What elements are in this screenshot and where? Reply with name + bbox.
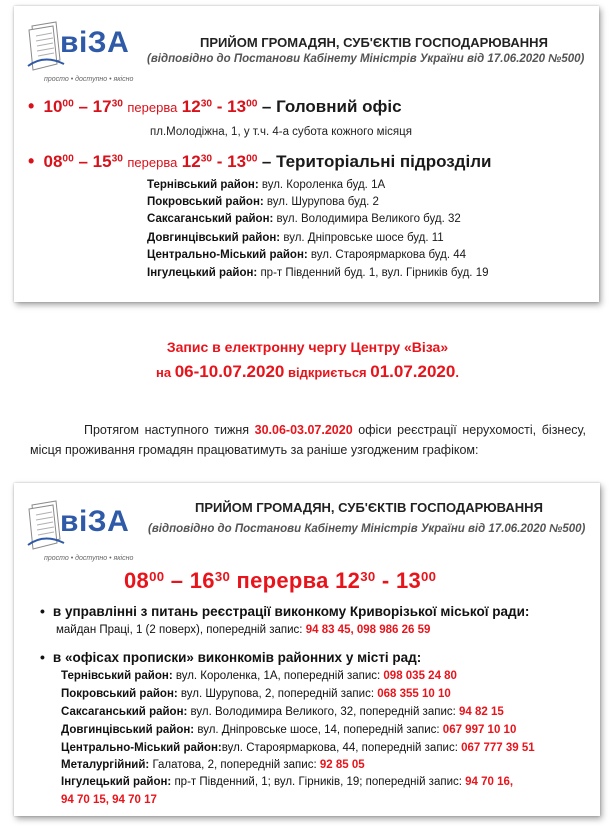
- card-title: ПРИЙОМ ГРОМАДЯН, СУБ'ЄКТІВ ГОСПОДАРЮВАННЯ: [195, 500, 543, 515]
- viza-logo: [26, 499, 136, 569]
- logo-wordmark: віЗА: [60, 505, 130, 538]
- district-row: Тернівський район: вул. Короленка буд. 1А: [147, 179, 386, 191]
- queue-notice-dates: на 06-10.07.2020 відкриється 01.07.2020.: [156, 362, 459, 381]
- notice-paragraph: Протягом наступного тижня 30.06-03.07.2020 офіси реєстрації нерухомості, бізнесу, місця проживання громадян працюватимуть за раніше узгодженим графіком:: [30, 423, 586, 457]
- district-row: Покровський район: вул. Шурупова буд. 2: [147, 196, 379, 208]
- main-office-label: – Головний офіс: [261, 97, 402, 116]
- registration-hours: $08^{00} - 16^{30}$ перерва $12^{30} - 13^{00}$: [124, 568, 437, 593]
- office-row-continued: 94 70 15, 94 70 17: [61, 794, 157, 806]
- schedule-card-main: [14, 6, 599, 302]
- office-row: Тернівський район: вул. Короленка, 1А, попередній запис: 098 035 24 80: [61, 670, 457, 682]
- branches-hours: • $08^{00} - 15^{30}$ перерва $12^{30} - 13^{00}$ – Територіальні підрозділи: [28, 151, 492, 171]
- logo-wordmark: віЗА: [60, 26, 130, 59]
- office-row: Металургійний: Галатова, 2, попередній запис: 92 85 05: [61, 759, 365, 771]
- branches-label: – Територіальні підрозділи: [261, 152, 492, 171]
- district-row: Центрально-Міський район: вул. Староярмаркова буд. 44: [147, 249, 467, 261]
- office-row: Довгинцівський район: вул. Дніпровське шосе, 14, попередній запис: 067 997 10 10: [61, 724, 517, 736]
- office-row: Покровський район: вул. Шурупова, 2, попередній запис: 068 355 10 10: [61, 688, 451, 700]
- bullet-icon: •: [40, 649, 45, 665]
- district-row: Саксаганський район: вул. Володимира Великого буд. 32: [147, 213, 461, 225]
- card-subtitle: (відповідно до Постанови Кабінету Міністрів України від 17.06.2020 №500): [147, 53, 585, 65]
- bullet-district-offices: • в «офісах прописки» виконкомів районних у місті рад:: [40, 649, 422, 665]
- logo-tagline: просто • доступно • якісно: [44, 76, 134, 83]
- city-registration-address: майдан Праці, 1 (2 поверх), попередній запис: 94 83 45, 098 986 26 59: [56, 624, 431, 636]
- office-row: Інгулецький район: пр-т Південний, 1; вул. Гірників, 19; попередній запис: 94 70 16,: [61, 776, 514, 788]
- main-office-address: пл.Молодіжна, 1, у т.ч. 4-а субота кожного місяця: [150, 126, 412, 138]
- card-subtitle: (відповідно до Постанови Кабінету Міністрів України від 17.06.2020 №500): [148, 523, 586, 535]
- bullet-icon: •: [40, 603, 45, 619]
- district-row: Інгулецький район: пр-т Південний буд. 1, вул. Гірників буд. 19: [147, 267, 489, 279]
- main-office-hours: • $10^{00} - 17^{30}$ перерва $12^{30} - 13^{00}$ – Головний офіс: [28, 96, 402, 116]
- district-row: Довгинцівський район: вул. Дніпровське шосе буд. 11: [147, 232, 444, 244]
- bullet-icon: •: [28, 96, 35, 116]
- office-row: Центрально-Міський район:вул. Староярмаркова, 44, попередній запис: 067 777 39 51: [61, 742, 535, 754]
- bullet-city-registration: • в управлінні з питань реєстрації виконкому Криворізької міської ради:: [40, 603, 530, 619]
- logo-tagline: просто • доступно • якісно: [44, 555, 134, 562]
- queue-notice-title: Запис в електронну чергу Центру «Віза»: [166, 339, 449, 355]
- office-row: Саксаганський район: вул. Володимира Великого, 32, попередній запис: 94 82 15: [61, 706, 504, 718]
- bullet-icon: •: [28, 151, 35, 171]
- card-title: ПРИЙОМ ГРОМАДЯН, СУБ'ЄКТІВ ГОСПОДАРЮВАННЯ: [200, 35, 548, 50]
- viza-logo: [26, 20, 136, 90]
